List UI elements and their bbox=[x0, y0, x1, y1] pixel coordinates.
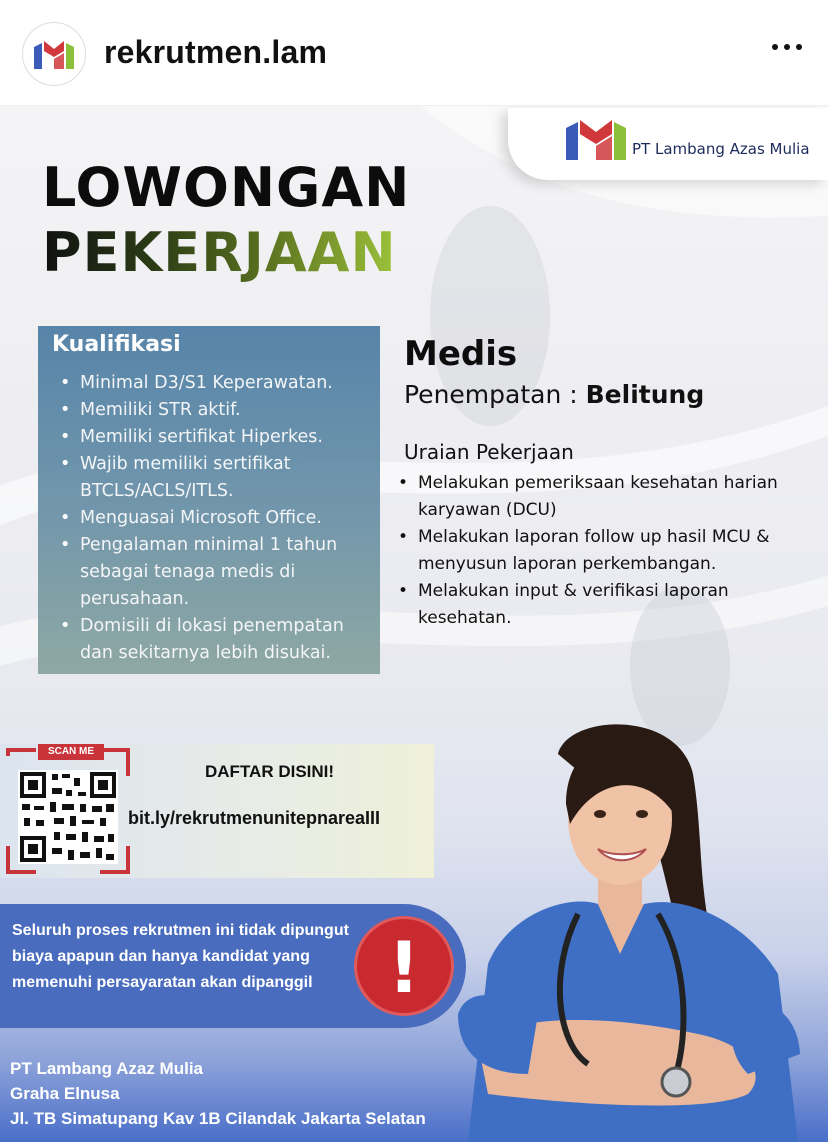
job-description-item: • Melakukan input & verifikasi laporan kesehatan. bbox=[396, 578, 816, 632]
headline-line2: PEKERJAAN bbox=[42, 221, 397, 284]
registration-box bbox=[0, 744, 434, 878]
qualifications-list bbox=[60, 370, 372, 667]
qualification-item: • Domisili di lokasi penempatan dan sekitarnya lebih disukai. bbox=[60, 613, 372, 667]
placement bbox=[404, 380, 704, 409]
exclamation-alert-icon: ! bbox=[354, 916, 454, 1016]
company-name: PT Lambang Azas Mulia bbox=[632, 140, 810, 158]
address-line2: Graha Elnusa bbox=[10, 1084, 120, 1103]
qualification-item: • Pengalaman minimal 1 tahun sebagai tenaga medis di perusahaan. bbox=[60, 532, 372, 613]
headline-line1: LOWONGAN bbox=[42, 156, 411, 219]
qualification-item: • Memiliki sertifikat Hiperkes. bbox=[60, 424, 372, 451]
company-logo-icon bbox=[564, 116, 628, 162]
dot bbox=[796, 44, 802, 50]
qr-code-icon[interactable] bbox=[6, 748, 130, 874]
username[interactable]: rekrutmen.lam bbox=[104, 34, 328, 70]
qualification-item: • Wajib memiliki sertifikat BTCLS/ACLS/ITLS. bbox=[60, 451, 372, 505]
nurse-illustration bbox=[448, 714, 828, 1142]
lam-logo-icon bbox=[32, 37, 76, 71]
scan-me-label: SCAN ME bbox=[38, 744, 104, 760]
address-line3: Jl. TB Simatupang Kav 1B Cilandak Jakarta Selatan bbox=[10, 1109, 426, 1128]
notice-text: Seluruh proses rekrutmen ini tidak dipungut biaya apapun dan hanya kandidat yang memenuhi persayaratan akan dipanggil bbox=[12, 922, 349, 991]
qualification-item: • Minimal D3/S1 Keperawatan. bbox=[60, 370, 372, 397]
registration-link[interactable]: bit.ly/rekrutmenunitepnareaIII bbox=[128, 808, 381, 828]
register-cta: DAFTAR DISINI! bbox=[205, 762, 335, 781]
placement-label: Penempatan : bbox=[404, 380, 586, 409]
dot bbox=[772, 44, 778, 50]
job-description-item: • Melakukan laporan follow up hasil MCU & menyusun laporan perkembangan. bbox=[396, 524, 816, 578]
job-description-title: Uraian Pekerjaan bbox=[404, 440, 574, 464]
job-poster bbox=[0, 106, 828, 1142]
placement-value: Belitung bbox=[585, 380, 705, 409]
qualification-item: • Memiliki STR aktif. bbox=[60, 397, 372, 424]
qualification-item: • Menguasai Microsoft Office. bbox=[60, 505, 372, 532]
profile-avatar[interactable] bbox=[22, 22, 86, 86]
post-header bbox=[0, 0, 828, 106]
job-description-list bbox=[396, 470, 816, 632]
job-description-item: • Melakukan pemeriksaan kesehatan harian karyawan (DCU) bbox=[396, 470, 816, 524]
address-line1: PT Lambang Azaz Mulia bbox=[10, 1059, 204, 1078]
qualifications-title: Kualifikasi bbox=[52, 332, 181, 357]
company-address bbox=[10, 1056, 426, 1131]
notice-banner bbox=[0, 904, 466, 1028]
brand-tab bbox=[508, 108, 828, 180]
more-dots-icon[interactable] bbox=[772, 44, 802, 50]
qualifications-box bbox=[38, 326, 380, 674]
dot bbox=[784, 44, 790, 50]
job-title: Medis bbox=[404, 334, 518, 374]
